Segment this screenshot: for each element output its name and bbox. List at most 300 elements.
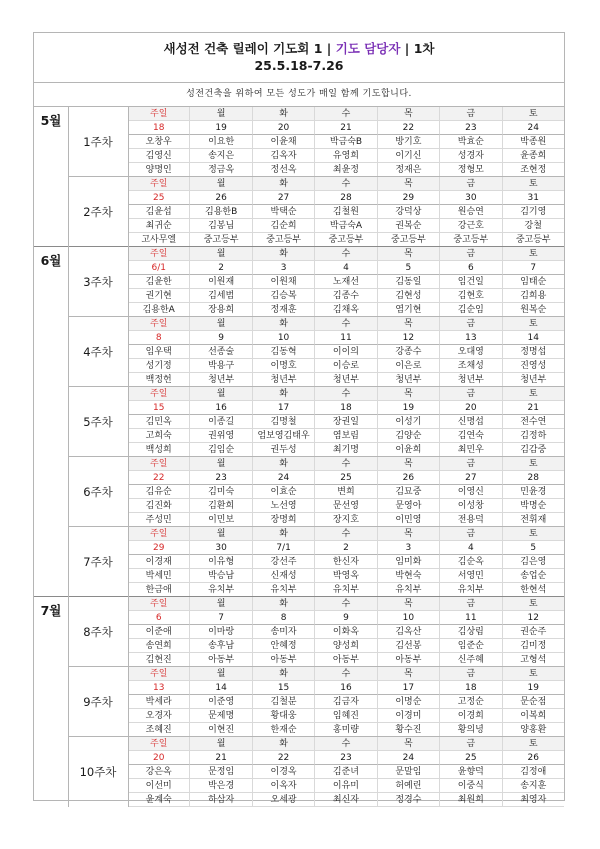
name-cell: 김금자	[314, 695, 376, 709]
date-cell: 19	[502, 681, 564, 695]
date-cell: 23	[439, 121, 501, 135]
name-cell: 임우택	[128, 345, 189, 359]
name-row	[128, 149, 564, 163]
name-row	[128, 359, 564, 373]
month-label: 6월	[40, 253, 62, 268]
date-cell: 18	[439, 681, 501, 695]
name-row	[128, 415, 564, 429]
name-row	[128, 723, 564, 737]
name-cell: 이경미	[377, 709, 439, 723]
name-cell: 이기신	[377, 149, 439, 163]
date-cell: 24	[252, 471, 314, 485]
name-cell: 유치부	[377, 583, 439, 597]
date-cell: 7	[502, 261, 564, 275]
name-cell: 박용구	[189, 359, 251, 373]
week-label: 6주차	[83, 485, 113, 499]
date-row	[128, 401, 564, 415]
name-cell: 김환희	[189, 499, 251, 513]
name-cell: 노선영	[252, 499, 314, 513]
date-cell: 28	[314, 191, 376, 205]
day-name: 토	[502, 527, 564, 541]
week-grid	[128, 317, 564, 387]
name-cell: 한금애	[128, 583, 189, 597]
name-cell: 박승남	[189, 569, 251, 583]
date-cell: 2	[189, 261, 251, 275]
week-label: 3주차	[83, 275, 113, 289]
name-cell: 홍미량	[314, 723, 376, 737]
name-row	[128, 513, 564, 527]
name-cell: 청년부	[502, 373, 564, 387]
name-cell: 유치부	[314, 583, 376, 597]
name-cell: 변희	[314, 485, 376, 499]
day-name: 목	[377, 177, 439, 191]
name-cell: 이요한	[189, 135, 251, 149]
day-name: 수	[314, 247, 376, 261]
day-name: 수	[314, 317, 376, 331]
week-block	[34, 597, 564, 667]
name-cell: 아동부	[252, 653, 314, 667]
name-cell: 황수진	[377, 723, 439, 737]
name-cell: 김용한A	[128, 303, 189, 317]
name-cell: 김상림	[439, 625, 501, 639]
name-cell: 김은영	[502, 555, 564, 569]
name-cell: 김임순	[189, 443, 251, 457]
name-cell: 김기영	[502, 205, 564, 219]
name-row	[128, 429, 564, 443]
name-cell: 이은로	[377, 359, 439, 373]
date-cell: 25	[314, 471, 376, 485]
date-cell: 16	[314, 681, 376, 695]
name-cell: 전수연	[502, 415, 564, 429]
day-name: 월	[189, 317, 251, 331]
week-grid	[128, 527, 564, 597]
name-cell: 김감중	[502, 443, 564, 457]
name-cell: 전휘재	[502, 513, 564, 527]
name-row	[128, 765, 564, 779]
day-name-row	[128, 177, 564, 191]
title-prefix: 새성전 건축 릴레이 기도회 1 |	[163, 41, 336, 56]
name-cell: 서영민	[439, 569, 501, 583]
name-cell: 최기명	[314, 443, 376, 457]
name-cell: 중고등부	[502, 233, 564, 247]
week-block	[34, 457, 564, 527]
name-cell: 허예린	[377, 779, 439, 793]
name-row	[128, 303, 564, 317]
name-cell: 장권일	[314, 415, 376, 429]
name-cell: 김용한B	[189, 205, 251, 219]
name-cell: 한재순	[252, 723, 314, 737]
name-cell: 문순점	[502, 695, 564, 709]
day-name: 월	[189, 527, 251, 541]
name-cell: 박현숙	[377, 569, 439, 583]
name-cell: 김묘중	[377, 485, 439, 499]
week-block	[34, 667, 564, 737]
name-cell: 성기정	[128, 359, 189, 373]
name-cell: 김양순	[377, 429, 439, 443]
name-cell: 이원재	[189, 275, 251, 289]
name-row	[128, 219, 564, 233]
name-cell: 김선봉	[377, 639, 439, 653]
day-name-row	[128, 527, 564, 541]
date-cell: 25	[439, 751, 501, 765]
name-cell: 김윤섭	[128, 205, 189, 219]
date-row	[128, 471, 564, 485]
day-name: 금	[439, 317, 501, 331]
date-cell: 13	[439, 331, 501, 345]
day-name: 월	[189, 247, 251, 261]
date-row	[128, 611, 564, 625]
name-cell: 이현진	[189, 723, 251, 737]
name-cell: 김순희	[252, 219, 314, 233]
day-name: 토	[502, 597, 564, 611]
day-name-sunday: 주일	[128, 737, 189, 751]
name-cell: 김순옥	[439, 555, 501, 569]
name-row	[128, 485, 564, 499]
date-cell: 27	[439, 471, 501, 485]
name-cell: 청년부	[314, 373, 376, 387]
day-name: 월	[189, 667, 251, 681]
name-cell: 이성기	[377, 415, 439, 429]
name-cell: 고희숙	[128, 429, 189, 443]
day-name: 금	[439, 247, 501, 261]
day-name-sunday: 주일	[128, 317, 189, 331]
day-name-sunday: 주일	[128, 177, 189, 191]
day-name: 수	[314, 667, 376, 681]
week-block	[34, 737, 564, 807]
name-cell: 이경희	[439, 709, 501, 723]
name-cell: 김동혁	[252, 345, 314, 359]
day-name: 화	[252, 247, 314, 261]
name-cell: 유치부	[439, 583, 501, 597]
schedule-table	[34, 107, 564, 807]
day-name: 금	[439, 177, 501, 191]
name-cell: 이마랑	[189, 625, 251, 639]
day-name: 월	[189, 177, 251, 191]
date-row	[128, 751, 564, 765]
day-name: 토	[502, 737, 564, 751]
name-cell: 권두성	[252, 443, 314, 457]
name-cell: 권기현	[128, 289, 189, 303]
name-cell: 고정순	[439, 695, 501, 709]
name-cell: 권순주	[502, 625, 564, 639]
name-cell: 청년부	[252, 373, 314, 387]
name-cell: 임준순	[439, 639, 501, 653]
day-name: 화	[252, 597, 314, 611]
date-cell: 17	[377, 681, 439, 695]
day-name: 금	[439, 527, 501, 541]
name-cell: 문영아	[377, 499, 439, 513]
name-row	[128, 345, 564, 359]
day-name: 수	[314, 457, 376, 471]
name-cell: 이복희	[502, 709, 564, 723]
name-cell: 청년부	[377, 373, 439, 387]
date-cell: 5	[377, 261, 439, 275]
name-cell: 정형모	[439, 163, 501, 177]
day-name-sunday: 주일	[128, 527, 189, 541]
week-label: 5주차	[83, 415, 113, 429]
name-cell: 김순임	[439, 303, 501, 317]
name-cell: 김윤한	[128, 275, 189, 289]
name-cell: 주성민	[128, 513, 189, 527]
day-name: 토	[502, 457, 564, 471]
name-cell: 이선미	[128, 779, 189, 793]
name-cell: 김현호	[439, 289, 501, 303]
day-name: 화	[252, 737, 314, 751]
name-cell: 염기현	[377, 303, 439, 317]
day-name-sunday: 주일	[128, 387, 189, 401]
name-cell: 강종수	[377, 345, 439, 359]
name-cell: 청년부	[189, 373, 251, 387]
date-cell: 8	[128, 331, 189, 345]
day-name: 수	[314, 177, 376, 191]
name-cell: 중고등부	[314, 233, 376, 247]
day-name: 목	[377, 527, 439, 541]
intro-text: 성전건축을 위하여 모든 성도가 매일 함께 기도합니다.	[34, 83, 564, 107]
name-cell: 백성희	[128, 443, 189, 457]
date-cell: 30	[189, 541, 251, 555]
name-cell: 송업순	[502, 569, 564, 583]
week-label: 1주차	[83, 135, 113, 149]
name-row	[128, 695, 564, 709]
day-name: 화	[252, 387, 314, 401]
day-name: 목	[377, 457, 439, 471]
day-name: 금	[439, 457, 501, 471]
date-cell: 17	[252, 401, 314, 415]
name-cell: 김정애	[502, 765, 564, 779]
name-cell: 이효순	[252, 485, 314, 499]
date-cell: 8	[252, 611, 314, 625]
date-row	[128, 541, 564, 555]
date-cell: 6	[128, 611, 189, 625]
week-block	[34, 177, 564, 247]
name-cell: 최신자	[314, 793, 376, 807]
name-cell: 윤종희	[502, 149, 564, 163]
day-name: 화	[252, 177, 314, 191]
date-cell: 20	[128, 751, 189, 765]
name-row	[128, 555, 564, 569]
name-cell: 방기호	[377, 135, 439, 149]
date-cell: 29	[128, 541, 189, 555]
date-cell: 20	[252, 121, 314, 135]
day-name: 토	[502, 317, 564, 331]
day-name: 수	[314, 387, 376, 401]
day-name: 금	[439, 387, 501, 401]
name-cell: 윤계숙	[128, 793, 189, 807]
date-cell: 18	[128, 121, 189, 135]
name-cell: 신명섭	[439, 415, 501, 429]
date-cell: 13	[128, 681, 189, 695]
week-grid	[128, 457, 564, 527]
day-name: 수	[314, 107, 376, 121]
name-cell: 김현성	[377, 289, 439, 303]
name-cell: 최영자	[502, 793, 564, 807]
name-cell: 권복순	[377, 219, 439, 233]
day-name-row	[128, 247, 564, 261]
title-box	[34, 33, 564, 83]
date-cell: 30	[439, 191, 501, 205]
name-cell: 이준영	[189, 695, 251, 709]
name-row	[128, 639, 564, 653]
name-cell: 윤향덕	[439, 765, 501, 779]
date-cell: 7/1	[252, 541, 314, 555]
day-name-sunday: 주일	[128, 597, 189, 611]
date-cell: 22	[377, 121, 439, 135]
name-cell: 김철분	[252, 695, 314, 709]
name-cell: 전용덕	[439, 513, 501, 527]
day-name: 금	[439, 597, 501, 611]
name-row	[128, 135, 564, 149]
date-cell: 29	[377, 191, 439, 205]
name-cell: 황의녕	[439, 723, 501, 737]
date-cell: 21	[314, 121, 376, 135]
date-cell: 4	[439, 541, 501, 555]
month-label: 7월	[40, 603, 62, 618]
name-cell: 최귀순	[128, 219, 189, 233]
name-cell: 김옥산	[377, 625, 439, 639]
name-cell: 고사무엘	[128, 233, 189, 247]
day-name-row	[128, 457, 564, 471]
date-row	[128, 121, 564, 135]
name-cell: 박세민	[128, 569, 189, 583]
name-cell: 김명철	[252, 415, 314, 429]
day-name: 목	[377, 247, 439, 261]
name-cell: 이승로	[314, 359, 376, 373]
name-cell: 정선옥	[252, 163, 314, 177]
day-name: 금	[439, 737, 501, 751]
date-cell: 16	[189, 401, 251, 415]
date-cell: 21	[502, 401, 564, 415]
week-label: 8주차	[83, 625, 113, 639]
name-cell: 이유미	[314, 779, 376, 793]
name-cell: 김승복	[252, 289, 314, 303]
name-cell: 이민보	[189, 513, 251, 527]
date-cell: 23	[314, 751, 376, 765]
name-row	[128, 709, 564, 723]
name-cell: 원복순	[502, 303, 564, 317]
name-cell: 염보림	[314, 429, 376, 443]
name-cell: 임미화	[377, 555, 439, 569]
name-cell: 조현정	[502, 163, 564, 177]
name-cell: 정경수	[377, 793, 439, 807]
date-cell: 25	[128, 191, 189, 205]
week-label: 7주차	[83, 555, 113, 569]
name-cell: 진영성	[502, 359, 564, 373]
name-cell: 정재은	[377, 163, 439, 177]
name-cell: 김희용	[502, 289, 564, 303]
day-name: 목	[377, 737, 439, 751]
name-cell: 선종술	[189, 345, 251, 359]
name-cell: 장지호	[314, 513, 376, 527]
name-cell: 오대영	[439, 345, 501, 359]
name-cell: 양명인	[128, 163, 189, 177]
week-grid	[128, 177, 564, 247]
name-cell: 아동부	[377, 653, 439, 667]
name-cell: 이이의	[314, 345, 376, 359]
name-cell: 조채성	[439, 359, 501, 373]
day-name: 화	[252, 667, 314, 681]
name-cell: 이옥자	[252, 779, 314, 793]
week-block	[34, 107, 564, 177]
name-cell: 임건일	[439, 275, 501, 289]
date-cell: 19	[189, 121, 251, 135]
name-cell: 이원채	[252, 275, 314, 289]
name-cell: 권위영	[189, 429, 251, 443]
date-cell: 4	[314, 261, 376, 275]
name-cell: 김정하	[502, 429, 564, 443]
name-cell: 김진화	[128, 499, 189, 513]
name-cell: 중고등부	[252, 233, 314, 247]
name-cell: 백정헌	[128, 373, 189, 387]
week-block	[34, 247, 564, 317]
date-row	[128, 331, 564, 345]
name-cell: 이윤채	[252, 135, 314, 149]
name-cell: 문선영	[314, 499, 376, 513]
name-cell: 박영옥	[314, 569, 376, 583]
name-cell: 박효순	[439, 135, 501, 149]
date-cell: 14	[502, 331, 564, 345]
date-cell: 31	[502, 191, 564, 205]
week-label: 10주차	[79, 765, 117, 779]
date-cell: 19	[377, 401, 439, 415]
day-name: 토	[502, 387, 564, 401]
name-cell: 이경재	[128, 555, 189, 569]
date-cell: 22	[128, 471, 189, 485]
week-grid	[128, 597, 564, 667]
name-cell: 장용희	[189, 303, 251, 317]
name-cell: 조혜진	[128, 723, 189, 737]
name-row	[128, 275, 564, 289]
date-cell: 24	[502, 121, 564, 135]
date-cell: 11	[314, 331, 376, 345]
day-name: 목	[377, 317, 439, 331]
date-cell: 23	[189, 471, 251, 485]
week-label: 9주차	[83, 695, 113, 709]
name-cell: 박종원	[502, 135, 564, 149]
day-name-row	[128, 317, 564, 331]
name-cell: 이경옥	[252, 765, 314, 779]
page-title	[34, 33, 564, 57]
day-name-sunday: 주일	[128, 107, 189, 121]
name-cell: 중고등부	[377, 233, 439, 247]
month-label: 5월	[40, 113, 62, 128]
name-cell: 송연희	[128, 639, 189, 653]
date-cell: 22	[252, 751, 314, 765]
name-cell: 노재선	[314, 275, 376, 289]
name-cell: 아동부	[314, 653, 376, 667]
day-name: 토	[502, 177, 564, 191]
day-name-row	[128, 597, 564, 611]
date-row	[128, 261, 564, 275]
date-cell: 20	[439, 401, 501, 415]
day-name: 월	[189, 597, 251, 611]
date-cell: 14	[189, 681, 251, 695]
name-cell: 한현석	[502, 583, 564, 597]
date-cell: 15	[128, 401, 189, 415]
day-name: 목	[377, 387, 439, 401]
day-name: 화	[252, 527, 314, 541]
name-cell: 문정임	[189, 765, 251, 779]
name-cell: 한신자	[314, 555, 376, 569]
date-cell: 28	[502, 471, 564, 485]
name-cell: 박은경	[189, 779, 251, 793]
week-grid	[128, 247, 564, 317]
day-name-sunday: 주일	[128, 667, 189, 681]
week-grid	[128, 387, 564, 457]
name-cell: 이성창	[439, 499, 501, 513]
date-cell: 9	[314, 611, 376, 625]
name-cell: 김연숙	[439, 429, 501, 443]
name-cell: 강근호	[439, 219, 501, 233]
